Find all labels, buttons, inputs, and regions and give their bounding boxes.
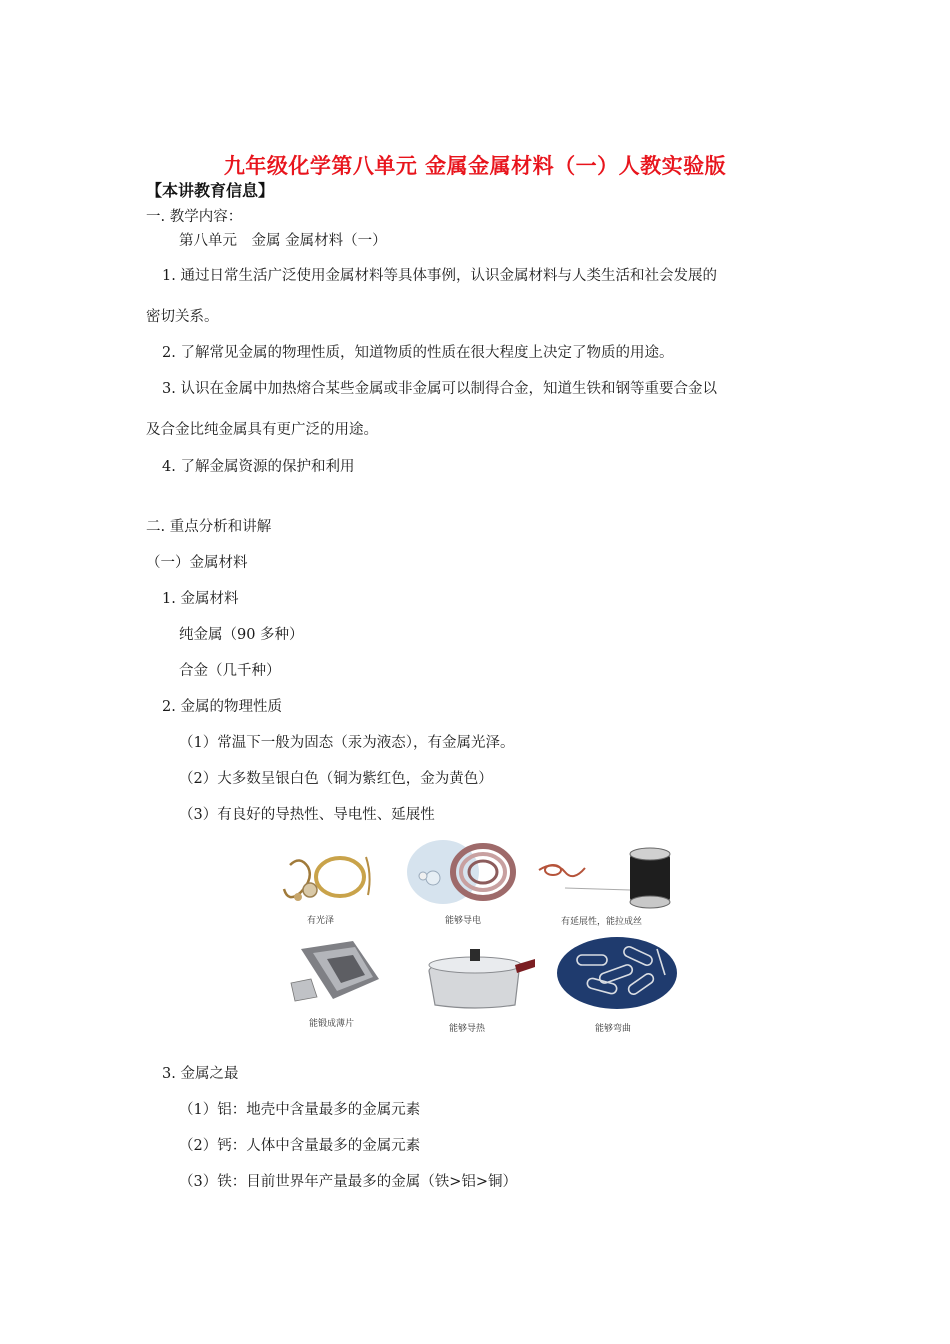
item-pure-metals: 纯金属（90 多种） [179,627,304,643]
property-3: （3）有良好的导热性、导电性、延展性 [179,807,435,823]
caption-ductility: 有延展性，能拉成丝 [561,917,643,927]
item-metal-materials: 1. 金属材料 [162,591,239,607]
heading-key-analysis: 二. 重点分析和讲解 [146,519,272,535]
caption-heat-conduction: 能够导热 [449,1024,486,1034]
subheading-metal-materials: （一）金属材料 [146,555,248,571]
item-alloys: 合金（几千种） [179,663,281,679]
objective-3-line-2: 及合金比纯金属具有更广泛的用途。 [146,422,378,438]
property-2: （2）大多数呈银白色（铜为紫红色，金为黄色） [179,771,493,787]
objective-4: 4. 了解金属资源的保护和利用 [162,459,355,475]
objective-1-line-1: 1. 通过日常生活广泛使用金属材料等具体事例，认识金属材料与人类生活和社会发展的 [162,268,717,284]
item-physical-properties: 2. 金属的物理性质 [162,699,282,715]
document-title: 九年级化学第八单元 金属金属材料（一）人教实验版 [223,154,727,178]
caption-luster: 有光泽 [307,916,335,926]
property-1: （1）常温下一般为固态（汞为液态），有金属光泽。 [179,735,515,751]
paper-clips-photo [553,935,683,1015]
objective-1-line-2: 密切关系。 [146,309,219,325]
wire-photo [405,838,525,910]
record-3: （3）铁：目前世界年产量最多的金属（铁>铝>铜） [179,1174,518,1190]
jewelry-photo [270,845,380,913]
unit-title: 第八单元 金属 金属材料（一） [179,233,387,249]
record-2: （2）钙：人体中含量最多的金属元素 [179,1138,421,1154]
item-metal-records: 3. 金属之最 [162,1066,239,1082]
section-header-info: 【本讲教育信息】 [146,181,275,200]
record-1: （1）铝：地壳中含量最多的金属元素 [179,1102,421,1118]
metal-foil-photo [283,939,393,1009]
heading-teaching-content: 一. 教学内容： [146,209,243,225]
caption-conductivity: 能够导电 [445,916,482,926]
caption-bendability: 能够弯曲 [595,1024,632,1034]
copper-wire-photo [535,840,685,912]
caption-malleability: 能锻成薄片 [309,1019,355,1029]
objective-3-line-1: 3. 认识在金属中加热熔合某些金属或非金属可以制得合金，知道生铁和钢等重要合金以 [162,381,717,397]
pressure-cooker-photo [415,943,535,1013]
metal-properties-figure [265,835,685,1034]
objective-2: 2. 了解常见金属的物理性质，知道物质的性质在很大程度上决定了物质的用途。 [162,345,674,361]
